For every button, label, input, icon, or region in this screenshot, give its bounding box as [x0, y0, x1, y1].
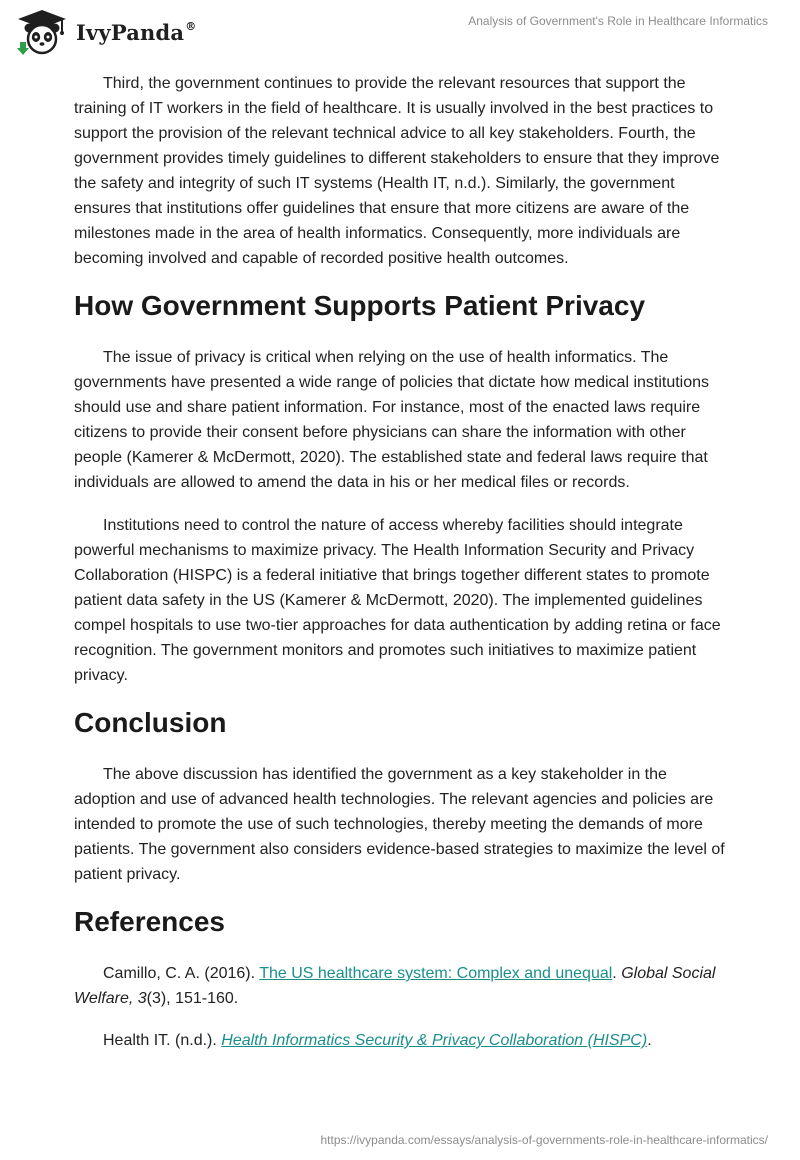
page-header	[0, 0, 800, 64]
section-heading-references: References	[74, 906, 225, 937]
reference-link[interactable]: The US healthcare system: Complex and unequal	[259, 965, 613, 982]
paragraph: Institutions need to control the nature of access whereby facilities should integrate powerful mechanisms to maximize privacy. The Health Information Security and Privacy Collaboration (HISPC) is a federal initiative that brings together different states to promote patient data safety in the US (Kamerer & McDermott, 2020). The implemented guidelines compel hospitals to use two-tier approaches for data authentication by adding retina or face recognition. The government monitors and promotes such initiatives to maximize patient privacy.	[74, 517, 721, 684]
paragraph: Third, the government continues to provide the relevant resources that support the training of IT workers in the field of healthcare. It is usually involved in the best practices to support the provision of the relevant technical advice to all key stakeholders. Fourth, the government provides timely guidelines to different stakeholders to ensure that they improve the safety and integrity of such IT systems (Health IT, n.d.). Similarly, the government ensures that institutions offer guidelines that ensure that more citizens are aware of the milestones made in the area of health informatics. Consequently, more individuals are becoming involved and capable of recorded positive health outcomes.	[74, 75, 720, 267]
footer-url: https://ivypanda.com/essays/analysis-of-governments-role-in-healthcare-informatics/	[320, 1133, 768, 1147]
paragraph: The issue of privacy is critical when relying on the use of health informatics. The governments have presented a wide range of policies that dictate how medical institutions should use and share patient information. For instance, most of the enacted laws require citizens to provide their consent before physicians can share the information with other people (Kamerer & McDermott, 2020). The established state and federal laws require that individuals are allowed to amend the data in his or her medical files or records.	[74, 349, 710, 491]
panda-logo-icon	[14, 8, 70, 56]
paragraph: The above discussion has identified the government as a key stakeholder in the adoption and use of advanced health technologies. The relevant agencies and policies are intended to promote the use of such technologies, thereby meeting the demands of more patients. The government also considers evidence-based strategies to maximize the level of patient privacy.	[74, 766, 725, 883]
header-title: Analysis of Government's Role in Healthcare Informatics	[468, 14, 768, 28]
reference-link[interactable]: Health Informatics Security & Privacy Collaboration (HISPC)	[221, 1032, 648, 1049]
section-heading-conclusion: Conclusion	[74, 707, 227, 738]
reference-item: Health IT. (n.d.). Health Informatics Security & Privacy Collaboration (HISPC).	[103, 1032, 652, 1049]
essay-content	[74, 71, 726, 1070]
section-heading-privacy: How Government Supports Patient Privacy	[74, 290, 646, 321]
logo[interactable]	[14, 8, 196, 56]
logo-text: IvyPanda®	[76, 19, 197, 45]
reference-item: Camillo, C. A. (2016). The US healthcare system: Complex and unequal. Global Social Welfare, 3(3), 151-160.	[74, 965, 716, 1007]
